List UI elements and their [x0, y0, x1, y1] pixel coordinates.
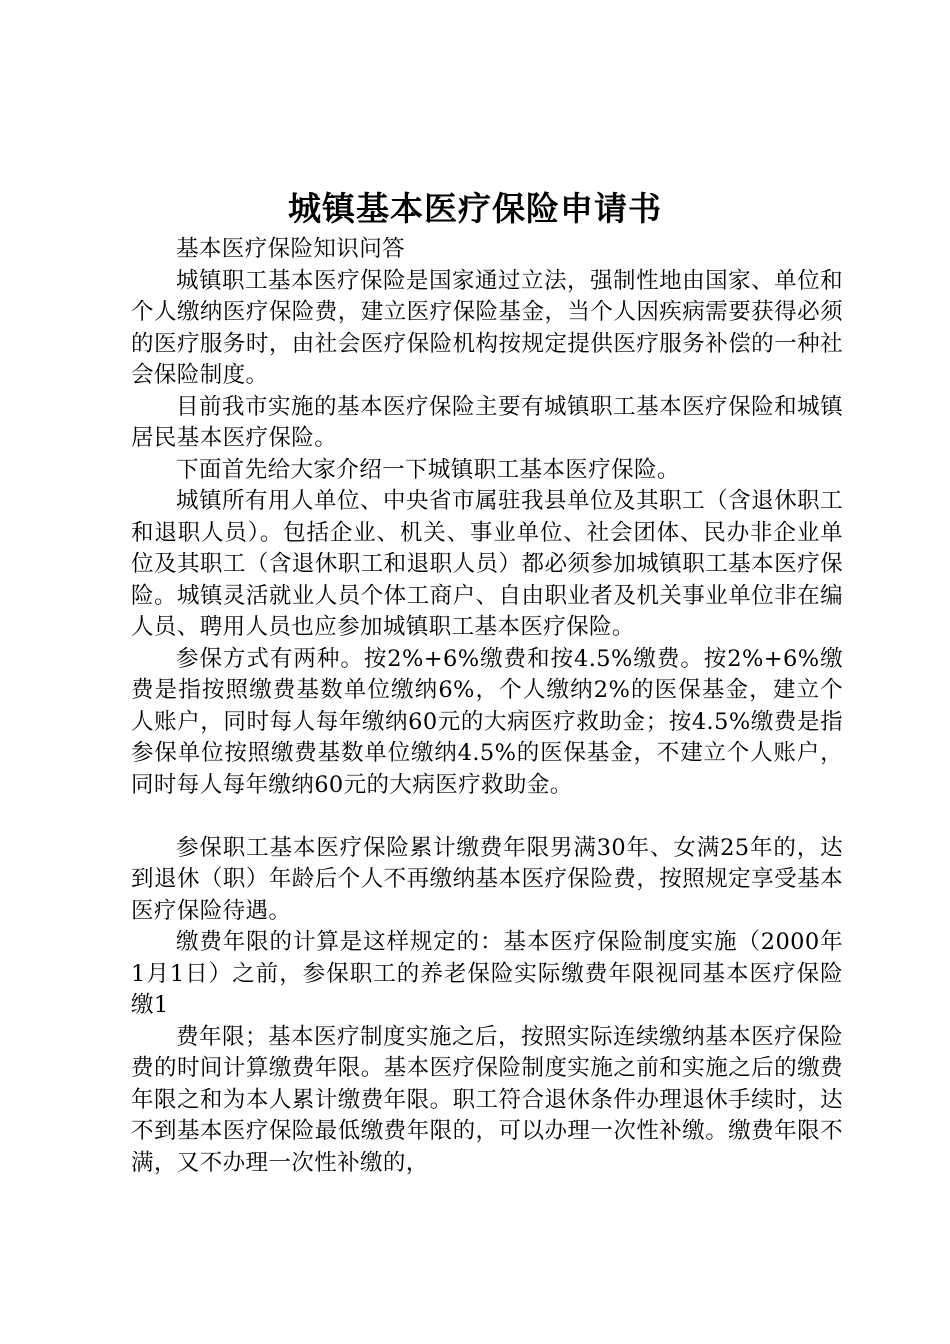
paragraph-continuation: 费年限；基本医疗制度实施之后，按照实际连续缴纳基本医疗保险费的时间计算缴费年限。基本医疗保险制度实施之前和实施之后的缴费年限之和为本人累计缴费年限。职工符合退休条件办理退休手续时，达不到基本医疗保险最低缴费年限的，可以办理一次性补缴。缴费年限不满，又不办理一次性补缴的， — [131, 1023, 843, 1176]
paragraph-coverage: 城镇所有用人单位、中央省市属驻我县单位及其职工（含退休职工和退职人员）。包括企业、机关、事业单位、社会团体、民办非企业单位及其职工（含退休职工和退职人员）都必须参加城镇职工基本医疗保险。城镇灵活就业人员个体工商户、自由职业者及机关事业单位非在编人员、聘用人员也应参加城镇职工基本医疗保险。 — [131, 488, 843, 640]
paragraph-subtitle: 基本医疗保险知识问答 — [176, 236, 406, 262]
paragraph-definition: 城镇职工基本医疗保险是国家通过立法，强制性地由国家、单位和个人缴纳医疗保险费，建立医疗保险基金，当个人因疾病需要获得必须的医疗服务时，由社会医疗保险机构按规定提供医疗服务补偿的一种社会保险制度。 — [131, 267, 843, 388]
document-title: 城镇基本医疗保险申请书 — [288, 189, 662, 228]
paragraph-types: 目前我市实施的基本医疗保险主要有城镇职工基本医疗保险和城镇居民基本医疗保险。 — [131, 393, 843, 451]
document-body — [131, 234, 843, 1179]
paragraph-intro: 下面首先给大家介绍一下城镇职工基本医疗保险。 — [176, 456, 680, 483]
paragraph-calculation: 缴费年限的计算是这样规定的：基本医疗保险制度实施（2000年1月1日）之前，参保职工的养老保险实际缴费年限视同基本医疗保险缴1 — [131, 929, 843, 1018]
paragraph-retirement: 参保职工基本医疗保险累计缴费年限男满30年、女满25年的，达到退休（职）年龄后个人不再缴纳基本医疗保险费，按照规定享受基本医疗保险待遇。 — [131, 834, 843, 924]
paragraph-payment-methods: 参保方式有两种。按2%+6%缴费和按4.5%缴费。按2%+6%缴费是指按照缴费基数单位缴纳6%，个人缴纳2%的医保基金，建立个人账户，同时每人每年缴纳60元的大病医疗救助金；按4.5%缴费是指参保单位按照缴费基数单位缴纳4.5%的医保基金，不建立个人账户，同时每人每年缴纳60元的大病医疗救助金。 — [131, 645, 843, 798]
